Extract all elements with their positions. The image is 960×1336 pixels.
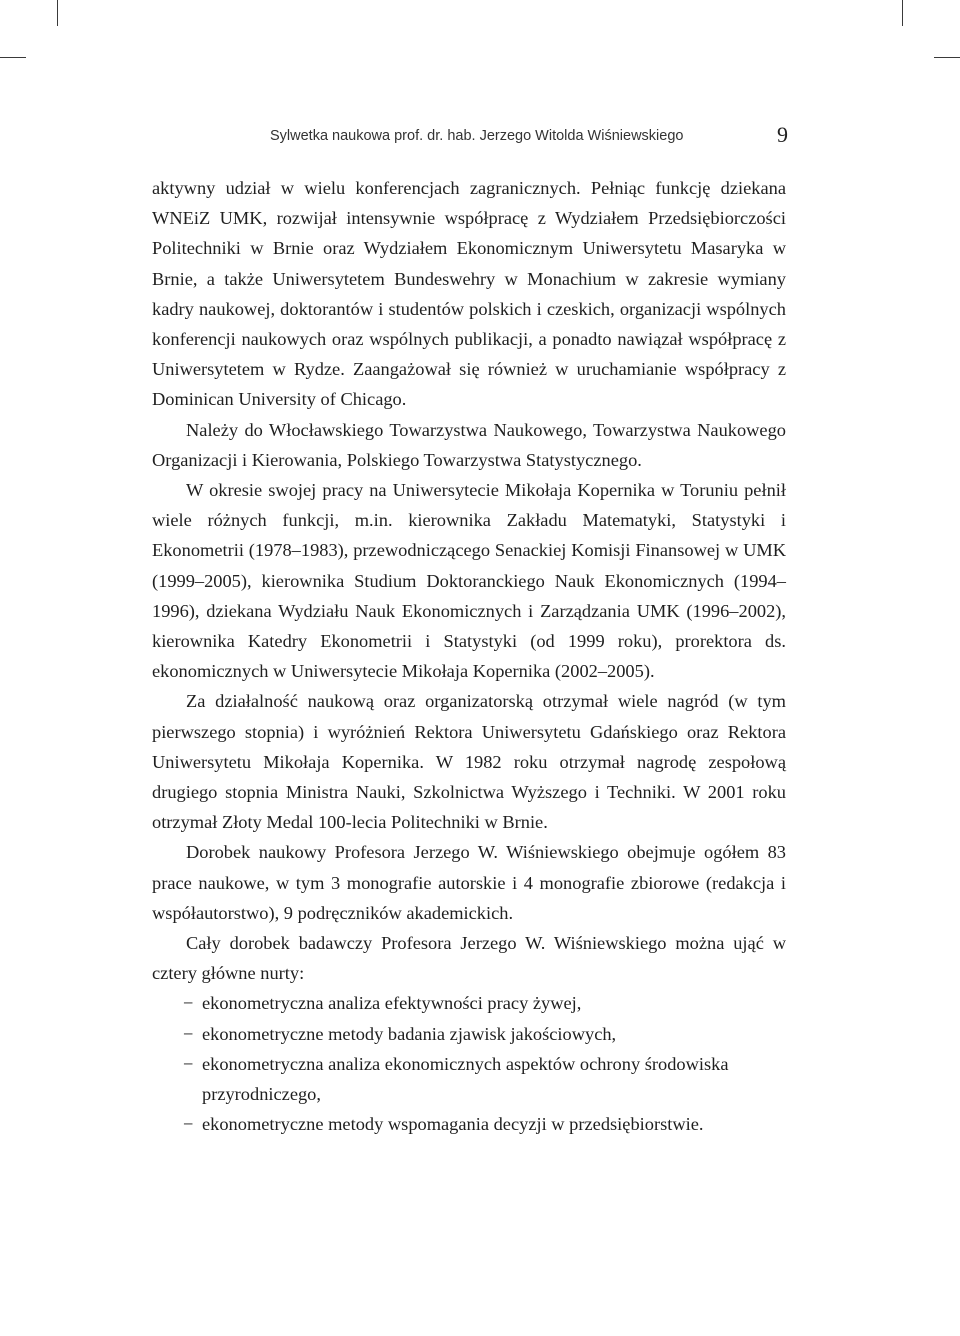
paragraph-research-streams: Cały dorobek badawczy Profesora Jerzego W. Wiśniewskiego można ująć w cztery główne nurty: [152,933,786,984]
crop-mark-right-top [934,57,960,58]
paragraph-continued: aktywny udział w wielu konferencjach zagranicznych. Pełniąc funkcję dziekana WNEiZ UMK, rozwijał intensywnie współpracę z Wydziałem Przedsiębiorczości Politechniki w Brnie oraz Wydziałem Ekonomicznym Uniwersytetu Masaryka w Brnie, a także Uniwersytetem Bundeswehry w Monachium w zakresie wymiany kadry naukowej, doktorantów i studentów polskich i czeskich, organizacji wspólnych konferencji naukowych oraz wspólnych publikacji, a ponadto nawiązał współpracę z Uniwersytetem w Rydze. Zaangażował się również w uruchamianie współpracy z Dominican University of Chicago. [152,178,786,410]
paragraph-output: Dorobek naukowy Profesora Jerzego W. Wiśniewskiego obejmuje ogółem 83 prace naukowe, w tym 3 monografie autorskie i 4 monografie zbiorowe (redakcja i współautorstwo), 9 podręczników akademickich. [152,842,786,923]
dash-marker: − [183,1023,194,1044]
dash-marker: − [183,1053,194,1074]
crop-mark-top-right [902,0,903,26]
research-streams-list [152,988,786,1139]
paragraph-memberships: Należy do Włocławskiego Towarzystwa Naukowego, Towarzystwa Naukowego Organizacji i Kierowania, Polskiego Towarzystwa Statystycznego. [152,419,786,470]
crop-mark-top-left [57,0,58,26]
list-item: − ekonometryczna analiza efektywności pracy żywej, [152,988,786,1018]
page-body [152,173,786,1140]
crop-mark-left-top [0,57,26,58]
paragraph-awards: Za działalność naukową oraz organizatorską otrzymał wiele nagród (w tym pierwszego stopnia) i wyróżnień Rektora Uniwersytetu Gdańskiego oraz Rektora Uniwersytetu Mikołaja Kopernika. W 1982 roku otrzymał nagrodę zespołową drugiego stopnia Ministra Nauki, Szkolnictwa Wyższego i Techniki. W 2001 roku otrzymał Złoty Medal 100-lecia Politechniki w Brnie. [152,691,786,833]
dash-marker: − [183,1114,194,1135]
dash-marker: − [183,993,194,1014]
running-title: Sylwetka naukowa prof. dr. hab. Jerzego Witolda Wiśniewskiego [270,128,684,144]
list-item: − ekonometryczne metody badania zjawisk jakościowych, [152,1019,786,1049]
page-number: 9 [777,122,788,147]
paragraph-functions: W okresie swojej pracy na Uniwersytecie Mikołaja Kopernika w Toruniu pełnił wiele różnych funkcji, m.in. kierownika Zakładu Matematyki, Statystyki i Ekonometrii (1978–1983), przewodniczącego Senackiej Komisji Finansowej w UMK (1999–2005), kierownika Studium Doktoranckiego Nauk Ekonomicznych (1994–1996), dziekana Wydziału Nauk Ekonomicznych i Zarządzania UMK (1996–2002), kierownika Katedry Ekonometrii i Statystyki (od 1999 roku), prorektora ds. ekonomicznych w Uniwersytecie Mikołaja Kopernika (2002–2005). [152,480,786,682]
list-item: − ekonometryczna analiza ekonomicznych aspektów ochrony środowiska przyrodniczego, [152,1049,786,1109]
list-item: − ekonometryczne metody wspomagania decyzji w przedsiębiorstwie. [152,1109,786,1139]
